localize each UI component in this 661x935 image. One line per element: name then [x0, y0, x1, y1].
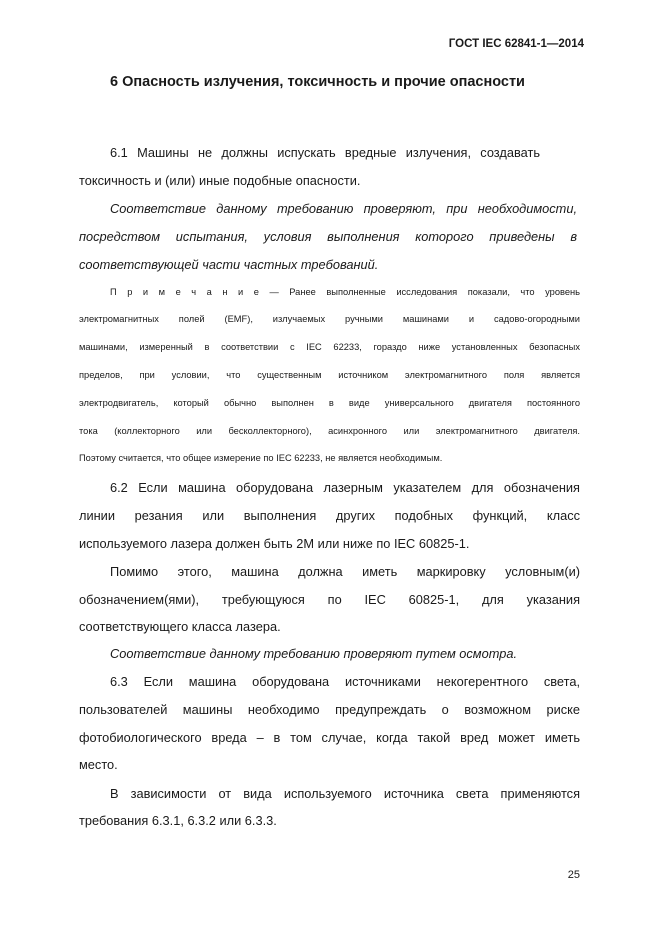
note-line-3: машинами, измеренный в соответствии с IEC 62233, гораздо ниже установленных безопасных — [79, 342, 580, 352]
c61-line-1: Соответствие данному требованию проверяют, при необходимости, — [110, 201, 577, 216]
p62b-line-3: соответствующего класса лазера. — [79, 619, 281, 634]
note-line-5: электродвигатель, который обычно выполнен в виде универсального двигателя постоянного — [79, 398, 580, 408]
c61-line-2: посредством испытания, условия выполнения которого приведены в — [79, 229, 577, 244]
note-line-6: тока (коллекторного или бесколлекторного), асинхронного или электромагнитного двигателя. — [79, 426, 580, 436]
p63-line-4: место. — [79, 757, 118, 772]
p62b-line-1: Помимо этого, машина должна иметь маркировку условным(и) — [110, 564, 580, 579]
p62-line-3: используемого лазера должен быть 2М или ниже по IEC 60825-1. — [79, 536, 470, 551]
c61-line-3: соответствующей части частных требований. — [79, 257, 379, 272]
p63-line-3: фотобиологического вреда – в том случае, когда такой вред может иметь — [79, 730, 580, 745]
p62-line-1: 6.2 Если машина оборудована лазерным указателем для обозначения — [110, 480, 580, 495]
standard-code-header: ГОСТ IEC 62841-1—2014 — [448, 38, 584, 50]
note-line-4: пределов, при условии, что существенным источником электромагнитного поля является — [79, 370, 580, 380]
note-line-1: П р и м е ч а н и е — Ранее выполненные исследования показали, что уровень — [110, 287, 580, 297]
p63-line-2: пользователей машины необходимо предупреждать о возможном риске — [79, 702, 580, 717]
section-title: 6 Опасность излучения, токсичность и прочие опасности — [110, 74, 525, 90]
note-line-7: Поэтому считается, что общее измерение по IEC 62233, не является необходимым. — [79, 453, 443, 463]
p63-line-1: 6.3 Если машина оборудована источниками некогерентного света, — [110, 674, 580, 689]
p61-line-2: токсичность и (или) иные подобные опасности. — [79, 173, 361, 188]
p62b-line-2: обозначением(ями), требующуюся по IEC 60825-1, для указания — [79, 592, 580, 607]
p61-line-1: 6.1 Машины не должны испускать вредные излучения, создавать — [110, 145, 540, 160]
page-number: 25 — [567, 869, 580, 881]
p63b-line-1: В зависимости от вида используемого источника света применяются — [110, 786, 580, 801]
p63b-line-2: требования 6.3.1, 6.3.2 или 6.3.3. — [79, 813, 277, 828]
note-line-2: электромагнитных полей (EMF), излучаемых ручными машинами и садово-огородными — [79, 314, 580, 324]
c62-line: Соответствие данному требованию проверяют путем осмотра. — [110, 646, 517, 661]
p62-line-2: линии резания или выполнения других подобных функций, класс — [79, 508, 580, 523]
